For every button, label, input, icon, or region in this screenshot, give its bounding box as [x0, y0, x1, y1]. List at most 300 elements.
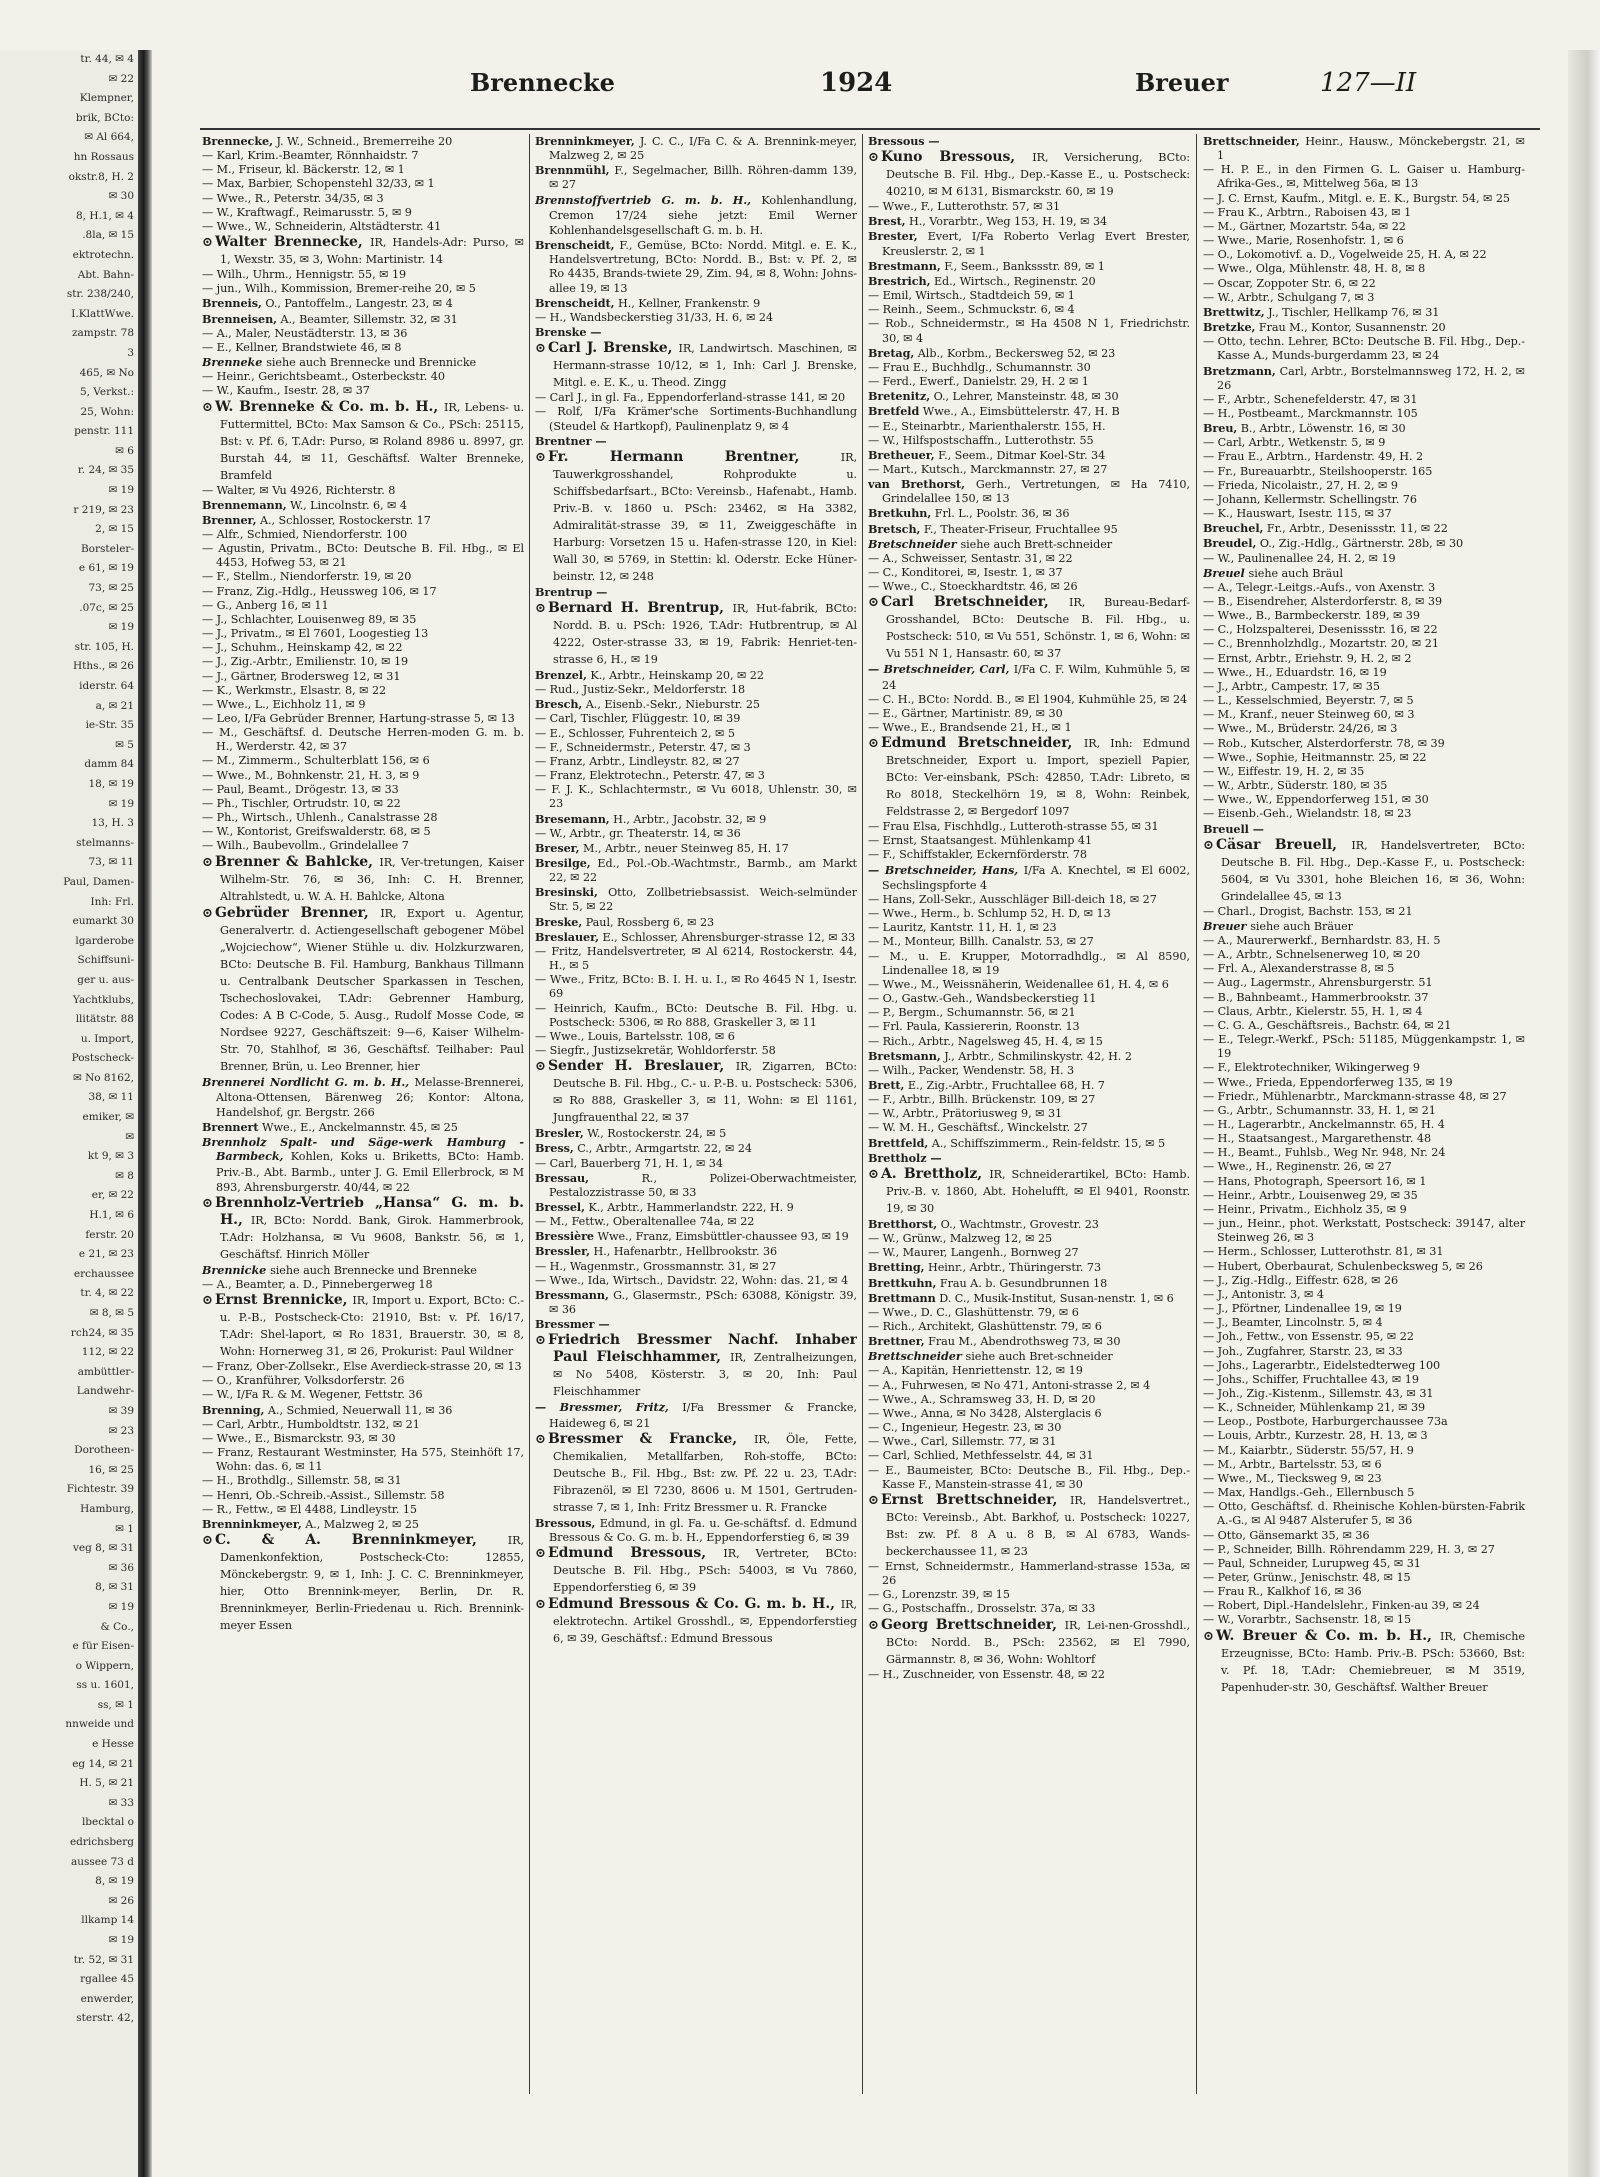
directory-entry [202, 839, 524, 853]
directory-entry [1203, 1274, 1525, 1288]
prev-page-line: e 61, ✉ 19 [78, 562, 134, 575]
entry-name: Bretkuhn, [868, 506, 932, 521]
entry-details: IR, Handels-Adr: Purso, ✉ 1, Wexstr. 35, ✉ 3, Wohn: Martinistr. 14 [220, 236, 524, 267]
firm-bullet-icon: ⊙ [868, 150, 879, 166]
directory-entry [1203, 1217, 1525, 1245]
directory-entry [202, 341, 524, 355]
directory-entry [868, 992, 1190, 1006]
entry-name: Brenzel, [535, 667, 587, 682]
firm-entry [202, 234, 524, 268]
directory-entry [1203, 1033, 1525, 1061]
entry-name: Bress, [535, 1141, 574, 1156]
directory-entry [535, 296, 857, 311]
directory-entry [1203, 905, 1525, 919]
directory-entry [202, 296, 524, 311]
entry-name: A. Brettholz, [881, 1165, 983, 1182]
entry-details: IR, Ver-tretungen, Kaiser Wilhelm-Str. 76, ✉ 36, Inh: C. H. Brenner, Altrahlstedt, u. W. A. H. Bahlcke, Altona [220, 855, 524, 903]
directory-entry [535, 841, 857, 856]
firm-entry [535, 600, 857, 668]
directory-entry [1203, 779, 1525, 793]
entry-details: — Wwe., M., Tiecksweg 9, ✉ 23 [1203, 1471, 1382, 1485]
directory-entry [868, 721, 1190, 735]
entry-details: — Wwe., Sophie, Heitmannstr. 25, ✉ 22 [1203, 750, 1427, 764]
entry-details: R., Polizei-Oberwachtmeister, Pestalozzistrasse 50, ✉ 33 [549, 1171, 857, 1199]
firm-entry [535, 1431, 857, 1516]
entry-details: IR, BCto: Nordd. Bank, Girok. Hammerbrook, T.Adr: Holzhansa, ✉ Vu 9608, Bankstr. 56, ✉ 1, Geschäftsf. Hinrich Möller [220, 1213, 524, 1261]
entry-details: — M., Arbtr., Bartelsstr. 53, ✉ 6 [1203, 1457, 1382, 1471]
directory-entry [202, 1418, 524, 1432]
directory-entry [1203, 581, 1525, 595]
directory-entry [868, 1260, 1190, 1275]
entry-details: — Hans, Zoll-Sekr., Ausschläger Bill-deich 18, ✉ 27 [868, 892, 1157, 906]
entry-details: K., Arbtr., Heinskamp 20, ✉ 22 [590, 668, 764, 682]
entry-details: E., Schlosser, Ahrensburger-strasse 12, ✉ 33 [602, 930, 856, 944]
entry-details: W., Rostockerstr. 24, ✉ 5 [587, 1127, 727, 1141]
entry-details: — Carl, Schlied, Methfesselstr. 44, ✉ 31 [868, 1449, 1094, 1463]
directory-entry [535, 1317, 857, 1332]
directory-entry [535, 668, 857, 683]
entry-name: Bretzke, [1203, 320, 1256, 335]
prev-page-line: .07c, ✉ 25 [79, 601, 134, 614]
entry-details: — W., Vorarbtr., Sachsenstr. 18, ✉ 15 [1203, 1613, 1412, 1627]
directory-entry [868, 1136, 1190, 1151]
directory-entry [868, 1232, 1190, 1246]
directory-entry [535, 311, 857, 325]
prev-page-line: Dorotheen- [74, 1444, 134, 1457]
directory-entry [868, 950, 1190, 978]
entry-name: — Bressmer, Fritz, [535, 1400, 669, 1415]
directory-entry [202, 613, 524, 627]
entry-details: — W., Maurer, Langenh., Bornweg 27 [868, 1246, 1079, 1260]
entry-details: B., Arbtr., Löwenstr. 16, ✉ 30 [1240, 422, 1406, 436]
prev-page-line: enwerder, [80, 1992, 134, 2005]
entry-name: Brestrich, [868, 273, 931, 288]
entry-details: — F., Schneidermstr., Peterstr. 47, ✉ 3 [535, 740, 751, 754]
directory-entry [868, 863, 1190, 893]
prev-page-line: ✉ 5 [115, 738, 134, 751]
prev-page-line: nnweide und [65, 1718, 134, 1731]
entry-details: — M., Kranf., neuer Steinweg 60, ✉ 3 [1203, 708, 1415, 722]
entry-details: IR, Damenkonfektion, Postscheck-Cto: 12855, Mönckebergstr. 9, ✉ 1, Inh: J. C. C. Brenninkmeyer, hier, Otto Brennink-meyer, Berlin, Dr. R. Brenninkmeyer, Berlin-Friedenau u. Rich. Brennink-meyer Essen [220, 1534, 524, 1632]
directory-entry [868, 434, 1190, 448]
entry-details: — Franz, Arbtr., Lindleystr. 82, ✉ 27 [535, 754, 740, 768]
directory-entry [868, 1078, 1190, 1093]
entry-details: C., Arbtr., Armgartstr. 22, ✉ 24 [577, 1142, 752, 1156]
prev-page-line: e Hesse [92, 1738, 134, 1751]
entry-details: — F., Arbtr., Billh. Brückenstr. 109, ✉ 27 [868, 1093, 1096, 1107]
entry-name: Bretsmann, [868, 1048, 941, 1063]
directory-entry [202, 670, 524, 684]
directory-entry [535, 712, 857, 726]
entry-name: Bressler, [535, 1244, 590, 1259]
entry-details: — A., Fuhrwesen, ✉ No 471, Antoni-strasse 2, ✉ 4 [868, 1378, 1151, 1392]
prev-page-line: ✉ 8, ✉ 5 [89, 1307, 134, 1319]
directory-entry [1203, 1359, 1525, 1373]
firm-bullet-icon: ⊙ [1203, 837, 1214, 853]
entry-details: Frau M., Abendrothsweg 73, ✉ 30 [928, 1335, 1121, 1349]
entry-details: — Wwe., Herm., b. Schlump 52, H. D, ✉ 13 [868, 907, 1111, 921]
prev-page-line: ✉ 22 [108, 72, 134, 85]
directory-entry [1203, 1146, 1525, 1160]
directory-entry [202, 268, 524, 282]
prev-page-line: 8, H.1, ✉ 4 [75, 209, 134, 222]
directory-entry [868, 848, 1190, 862]
entry-details: siehe auch Bret-schneider [965, 1350, 1113, 1364]
entry-details: — E., Telegr.-Werkf., PSch: 51185, Müggenkampstr. 1, ✉ 19 [1203, 1033, 1525, 1061]
directory-entry [535, 856, 857, 885]
entry-details: A., Eisenb.-Sekr., Nieburstr. 25 [585, 698, 760, 712]
prev-page-line: llkamp 14 [81, 1914, 134, 1927]
entry-details: — O., Gastw.-Geh., Wandsbeckerstieg 11 [868, 992, 1097, 1006]
prev-page-line: ✉ 36 [108, 1561, 134, 1574]
entry-details: — Friedr., Mühlenarbtr., Marckmann-strasse 48, ✉ 27 [1203, 1089, 1507, 1103]
firm-bullet-icon: ⊙ [1203, 1628, 1214, 1644]
entry-details: IR, Bureau-Bedarf-Grosshandel, BCto: Deutsche B. Fil. Hbg., u. Postscheck: 510, ✉ Vu 551, Schönstr. 1, ✉ 6, Wohn: ✉ Vu 551 N 1, Hansastr. 60, ✉ 37 [886, 596, 1190, 661]
entry-details: — P., Schneider, Billh. Röhrendamm 229, H. 3, ✉ 27 [1203, 1542, 1495, 1556]
entry-details: — A., Maler, Neustädterstr. 13, ✉ 36 [202, 326, 408, 340]
book-gutter [138, 50, 152, 2177]
entry-details: IR, Inh: Edmund Bretschneider, Export u. Import, speziell Papier, BCto: Ver-einsbank, PSch: 42850, T.Adr: Libreto, ✉ Ro 8018, Steckelhörn 19, ✉ 8, Wohn: Reinbek, Feldstrasse 2, ✉ Bergedorf 1097 [886, 737, 1190, 819]
entry-details: — Siegfr., Justizsekretär, Wohldorferstr. 58 [535, 1044, 776, 1058]
prev-page-line: kt 9, ✉ 3 [87, 1150, 134, 1163]
entry-details: — Agustin, Privatm., BCto: Deutsche B. Fil. Hbg., ✉ El 4453, Hofweg 53, ✉ 21 [202, 542, 524, 570]
prev-page-line: ferstr. 20 [85, 1228, 134, 1241]
entry-details: — F. J. K., Schlachtermstr., ✉ Vu 6018, Uhlenstr. 30, ✉ 23 [535, 783, 857, 811]
prev-page-line: ✉ 1 [115, 1522, 134, 1535]
entry-name: Bressau, [535, 1170, 589, 1185]
directory-entry [202, 1388, 524, 1402]
directory-entry [535, 1126, 857, 1141]
prev-page-line: aussee 73 d [71, 1855, 134, 1868]
entry-name: Bresinski, [535, 885, 598, 900]
directory-entry [1203, 248, 1525, 262]
entry-details: — Frl. Paula, Kassiererin, Roonstr. 13 [868, 1020, 1080, 1034]
directory-entry [1203, 1260, 1525, 1274]
directory-entry [1203, 680, 1525, 694]
entry-details: — E., Steinarbtr., Marienthalerstr. 155, H. [868, 419, 1106, 433]
firm-entry [868, 1166, 1190, 1217]
directory-entry [1203, 305, 1525, 320]
entry-details: IR, Tauwerkgrosshandel, Rohprodukte u. Schiffsbedarfsart., BCto: Vereinsb., Hafenabt., Hamb. Priv.-B. v. 1860 u. PSch: 23462, ✉ Ha 3382, Admiralität-strasse 39, ✉ 11, Zweiggeschäfte in Harburg: Vorsetzen 15 u. Hafen-strasse 120, in Kiel: Wall 30, ✉ 5769, in Stettin: kl. Oderstr. Ecke Hüner-beinstr. 12, ✉ 248 [553, 450, 857, 583]
directory-entry [1203, 1175, 1525, 1189]
prev-page-line: Inh: Frl. [90, 895, 134, 908]
prev-page-line: Hamburg, [80, 1502, 134, 1515]
directory-entry [868, 229, 1190, 258]
prev-page-line: sterstr. 42, [76, 2012, 134, 2025]
directory-entry [868, 820, 1190, 834]
entry-details: Edmund, in gl. Fa. u. Ge-schäftsf. d. Edmund Bressous & Co. G. m. b. H., Eppendorferstieg 6, ✉ 39 [549, 1516, 857, 1544]
entry-details: — Wwe., H., Eduardstr. 16, ✉ 19 [1203, 665, 1387, 679]
entry-name: Bretzmann, [1203, 363, 1276, 378]
entry-details: — Fr., Bureauarbtr., Steilshooperstr. 165 [1203, 464, 1433, 478]
entry-details: — Wwe., Louis, Bartelsstr. 108, ✉ 6 [535, 1029, 735, 1043]
entry-details: — M., Friseur, kl. Bäckerstr. 12, ✉ 1 [202, 163, 405, 177]
entry-details: — M., u. E. Krupper, Motorradhdlg., ✉ Al 8590, Lindenallee 18, ✉ 19 [868, 949, 1190, 977]
entry-details: — J., Pförtner, Lindenallee 19, ✉ 19 [1203, 1302, 1402, 1316]
entry-details: Heinr., Arbtr., Thüringerstr. 73 [927, 1261, 1102, 1275]
directory-entry [202, 754, 524, 768]
directory-entry [868, 1449, 1190, 1463]
entry-details: IR, elektrotechn. Artikel Grosshdl., ✉, Eppendorferstieg 6, ✉ 39, Geschäftsf.: Edmund Bressous [553, 1598, 857, 1645]
directory-entry [868, 1435, 1190, 1449]
entry-name: Breu, [1203, 421, 1238, 436]
entry-name: W. Breuer & Co. m. b. H., [1216, 1627, 1432, 1644]
directory-entry [868, 214, 1190, 229]
prev-page-line: .8la, ✉ 15 [82, 229, 134, 242]
entry-details: Frl. L., Poolstr. 36, ✉ 36 [934, 507, 1070, 521]
prev-page-line: Landwehr- [76, 1385, 134, 1398]
prev-page-line: eumarkt 30 [72, 915, 134, 928]
entry-name: Brettkuhn, [868, 1275, 937, 1290]
directory-entry [535, 434, 857, 449]
header-left-keyword: Brennecke [470, 68, 615, 97]
entry-name: Brenneis, [202, 296, 262, 311]
entry-details: — Carl, Arbtr., Wetkenstr. 5, ✉ 9 [1203, 436, 1386, 450]
firm-bullet-icon: ⊙ [868, 595, 879, 611]
header-right-keyword: Breuer [1135, 68, 1229, 97]
directory-entry [202, 1503, 524, 1517]
directory-entry [202, 528, 524, 542]
firm-bullet-icon: ⊙ [202, 399, 213, 415]
entry-name: Sender H. Breslauer, [548, 1058, 725, 1075]
directory-entry [1203, 1429, 1525, 1443]
entry-details: — Wwe., Fritz, BCto: B. I. H. u. I., ✉ Ro 4645 N 1, Isestr. 69 [535, 973, 857, 1001]
directory-entry [1203, 1585, 1525, 1599]
prev-page-line: edrichsberg [69, 1836, 134, 1849]
entry-details: siehe auch Bräuer [1250, 919, 1353, 933]
entry-details: — Eisenb.-Geh., Wielandstr. 18, ✉ 23 [1203, 807, 1412, 821]
entry-name: — Bretschneider, Hans, [868, 862, 1019, 877]
entry-details: — Otto, Gänsemarkt 35, ✉ 36 [1203, 1528, 1370, 1542]
entry-details: IR, Landwirtsch. Maschinen, ✉ Hermann-strasse 10/12, ✉ 1, Inh: Carl J. Brenske, Mitgl. e. E. K., u. Theod. Zingg [553, 342, 857, 390]
entry-details: — W., Grünw., Malzweg 12, ✉ 25 [868, 1232, 1053, 1246]
prev-page-line: rgallee 45 [80, 1973, 134, 1986]
directory-entry [868, 506, 1190, 521]
entry-details: — H. P. E., in den Firmen G. L. Gaiser u. Hamburg-Afrika-Ges., ✉, Mittelweg 56a, ✉ 13 [1203, 163, 1525, 191]
directory-entry [1203, 1486, 1525, 1500]
directory-entry [1203, 737, 1525, 751]
entry-details: — F., Stellm., Niendorferstr. 19, ✉ 20 [202, 570, 412, 584]
prev-page-line: 16, ✉ 25 [88, 1463, 134, 1476]
directory-entry [868, 1291, 1190, 1306]
directory-entry [1203, 934, 1525, 948]
directory-entry [868, 834, 1190, 848]
entry-details: A., Beamter, Sillemstr. 32, ✉ 31 [280, 312, 458, 326]
directory-entry [868, 463, 1190, 477]
directory-entry [1203, 637, 1525, 651]
directory-entry [1203, 807, 1525, 821]
prev-page-line: ektrotechn. [72, 248, 134, 261]
entry-details: Heinr., Hausw., Mönckebergstr. 21, ✉ 1 [1217, 135, 1525, 163]
prev-page-line: 18, ✉ 19 [88, 777, 134, 790]
directory-entry [202, 599, 524, 613]
directory-entry [868, 566, 1190, 580]
entry-name: Bretheuer, [868, 447, 935, 462]
entry-name: Breske, [535, 914, 583, 929]
directory-entry [1203, 1557, 1525, 1571]
directory-entry [535, 134, 857, 163]
entry-details: Frau M., Kontor, Susannenstr. 20 [1258, 321, 1446, 335]
prev-page-line: hn Rossaus [73, 150, 134, 163]
directory-entry [202, 1120, 524, 1135]
directory-entry [1203, 1415, 1525, 1429]
firm-entry [868, 1617, 1190, 1668]
directory-entry [535, 1229, 857, 1244]
prev-page-line: rch24, ✉ 35 [70, 1326, 134, 1339]
directory-entry [1203, 206, 1525, 220]
directory-entry [868, 389, 1190, 404]
prev-page-line: ss, ✉ 1 [97, 1698, 134, 1711]
entry-details: — F., Elektrotechniker, Wikingerweg 9 [1203, 1061, 1420, 1075]
firm-bullet-icon: ⊙ [535, 1431, 546, 1447]
entry-details: IR, Versicherung, BCto: Deutsche B. Fil. Hbg., Dep.-Kasse E., u. Postscheck: 40210, ✉ M 6131, Bismarckstr. 60, ✉ 19 [886, 151, 1190, 199]
firm-bullet-icon: ⊙ [202, 905, 213, 921]
entry-details: O., Lehrer, Mansteinstr. 48, ✉ 30 [933, 390, 1119, 404]
directory-entry [202, 811, 524, 825]
directory-entry [868, 1320, 1190, 1334]
entry-name: — Bretschneider, Carl, [868, 662, 1010, 677]
entry-name: Bretfeld [868, 404, 920, 419]
entry-details: Ed., Wirtsch., Reginenstr. 20 [933, 274, 1096, 288]
entry-details: — B., Eisendreher, Alsterdorferstr. 8, ✉ 39 [1203, 595, 1443, 608]
directory-entry [202, 825, 524, 839]
entry-details: — Carl, Bauerberg 71, H. 1, ✉ 34 [535, 1156, 723, 1170]
firm-bullet-icon: ⊙ [868, 1492, 879, 1508]
entry-details: — Franz, Ober-Zollsekr., Else Averdieck-strasse 20, ✉ 13 [202, 1360, 522, 1374]
directory-entry [868, 1246, 1190, 1260]
firm-entry [535, 1332, 857, 1400]
entry-details: — H., Staatsangest., Margarethenstr. 48 [1203, 1132, 1432, 1146]
entry-details: IR, Handelsvertret., BCto: Vereinsb., Abt. Barkhof, u. Postscheck: 10227, Bst: zw. Pf. 8 A u. 8 B, ✉ Al 6783, Wands-beckerchaussee 11, ✉ 23 [886, 1493, 1190, 1558]
prev-page-line: Borsteler- [80, 542, 134, 555]
column-1 [202, 134, 524, 2094]
directory-entry [535, 405, 857, 433]
entry-name: Bressel, [535, 1199, 585, 1214]
entry-details: K., Arbtr., Hammerlandstr. 222, H. 9 [588, 1200, 794, 1214]
entry-details: J. C. C., I/Fa C. & A. Brennink-meyer, Malzweg 2, ✉ 25 [549, 135, 857, 163]
firm-entry [202, 1292, 524, 1360]
entry-details: — Ernst, Staatsangest. Mühlenkamp 41 [868, 834, 1093, 848]
entry-details: — Frau E., Arbtrn., Hardenstr. 49, H. 2 [1203, 450, 1424, 464]
directory-entry [535, 741, 857, 755]
directory-entry [1203, 364, 1525, 393]
entry-details: — H., Beamt., Fuhlsb., Weg Nr. 948, Nr. 24 [1203, 1146, 1446, 1160]
entry-details: — G., Lorenzstr. 39, ✉ 15 [868, 1588, 1010, 1602]
prev-page-line: 465, ✉ No [79, 366, 134, 379]
firm-bullet-icon: ⊙ [535, 1597, 546, 1612]
directory-entry [868, 303, 1190, 317]
prev-page-line: 8, ✉ 31 [95, 1581, 134, 1594]
prev-page-line: str. 105, H. [74, 640, 134, 653]
entry-name: Brenscheidt, [535, 295, 615, 310]
entry-name: Brest, [868, 214, 906, 229]
directory-entry [868, 1107, 1190, 1121]
firm-entry [1203, 837, 1525, 905]
entry-details: — F., Arbtr., Schenefelderstr. 47, ✉ 31 [1203, 392, 1418, 406]
entry-details: — Wwe., W., Eppendorferweg 151, ✉ 30 [1203, 793, 1429, 807]
firm-bullet-icon: ⊙ [868, 1617, 879, 1633]
entry-details: A., Schlosser, Rostockerstr. 17 [259, 513, 431, 527]
entry-details: Kohlen, Koks u. Briketts, BCto: Hamb. Priv.-B., Abt. Barmb., unter J. G. Emil Ellerbrock, ✉ M 893, Ahrensburgerstr. 40/44, ✉ 22 [216, 1150, 524, 1194]
entry-details: — Leo, I/Fa Gebrüder Brenner, Hartung-strasse 5, ✉ 13 [202, 712, 515, 725]
entry-details: — Johs., Lagerarbtr., Eidelstedterweg 100 [1203, 1358, 1441, 1372]
entry-details: — W., Arbtr., Süderstr. 180, ✉ 35 [1203, 779, 1388, 793]
entry-name: Brettholz — [868, 1150, 942, 1165]
directory-entry [868, 1393, 1190, 1407]
directory-entry [535, 945, 857, 973]
prev-page-line: I.KlattWwe. [71, 307, 134, 320]
entry-details: — J., Antonistr. 3, ✉ 4 [1203, 1287, 1324, 1301]
directory-entry [535, 238, 857, 296]
directory-entry [535, 930, 857, 945]
prev-page-line: ie-Str. 35 [85, 719, 134, 732]
entry-details: — Joh., Zugfahrer, Starstr. 23, ✉ 33 [1203, 1344, 1403, 1358]
entry-details: Alb., Korbm., Beckersweg 52, ✉ 23 [917, 346, 1116, 360]
column-rule [862, 134, 863, 2094]
directory-entry [868, 274, 1190, 289]
page-edge [1568, 50, 1600, 2177]
entry-details: — J., Beamter, Lincolnstr. 5, ✉ 4 [1203, 1316, 1383, 1330]
entry-details: — Frau K., Arbtrn., Raboisen 43, ✉ 1 [1203, 205, 1412, 219]
directory-entry [202, 327, 524, 341]
directory-entry [868, 1093, 1190, 1107]
prev-page-line: 38, ✉ 11 [88, 1091, 134, 1104]
entry-details: — W., Kontorist, Greifswalderstr. 68, ✉ 5 [202, 825, 431, 839]
prev-page-line: Paul, Damen- [63, 875, 134, 888]
entry-name: Georg Brettschneider, [881, 1616, 1057, 1633]
directory-entry [202, 312, 524, 327]
entry-details: — H., Wandsbeckerstieg 31/33, H. 6, ✉ 24 [535, 310, 774, 324]
entry-details: — Leop., Postbote, Harburgerchaussee 73a [1203, 1415, 1448, 1429]
directory-entry [868, 1121, 1190, 1135]
directory-entry [1203, 192, 1525, 206]
directory-entry [868, 921, 1190, 935]
directory-entry [868, 1151, 1190, 1166]
entry-name: Brenneke [202, 355, 263, 370]
prev-page-line: ger u. aus- [77, 973, 134, 986]
entry-details: — H., Wagenmstr., Grossmannstr. 31, ✉ 27 [535, 1259, 777, 1273]
firm-entry [868, 594, 1190, 662]
entry-name: Bressous — [868, 134, 940, 148]
directory-entry [1203, 507, 1525, 521]
entry-details: I/Fa A. Knechtel, ✉ El 6002, Sechslingspforte 4 [882, 863, 1190, 892]
directory-entry [202, 783, 524, 797]
prev-page-line: e 21, ✉ 23 [78, 1248, 134, 1261]
directory-entry [535, 1171, 857, 1200]
entry-details: — Paul, Beamt., Drögestr. 13, ✉ 33 [202, 782, 399, 796]
entry-name: Bernard H. Brentrup, [548, 599, 724, 616]
entry-details: Wwe., Franz, Eimsbüttler-chaussee 93, ✉ 19 [597, 1230, 849, 1244]
entry-details: F., Theater-Friseur, Fruchtallee 95 [923, 522, 1118, 536]
entry-name: C. & A. Brenninkmeyer, [215, 1532, 477, 1548]
entry-details: — C., Konditorei, ✉, Isestr. 1, ✉ 37 [868, 566, 1063, 580]
prev-page-line: ✉ [125, 1130, 134, 1143]
directory-entry [535, 585, 857, 600]
prev-page-line: e für Eisen- [72, 1640, 134, 1653]
entry-name: Edmund Bretschneider, [881, 735, 1073, 752]
entry-details: siehe auch Brennecke und Brenneke [270, 1263, 477, 1277]
entry-details: — M., Geschäftsf. d. Deutsche Herren-moden G. m. b. H., Werderstr. 42, ✉ 37 [202, 726, 524, 754]
entry-details: — E., Kellner, Brandstwiete 46, ✉ 8 [202, 340, 402, 354]
directory-entry [1203, 134, 1525, 163]
entry-details: — Johann, Kellermstr. Schellingstr. 76 [1203, 492, 1417, 506]
entry-name: Bretthorst, [868, 1216, 938, 1231]
directory-entry [1203, 1500, 1525, 1528]
entry-details: — Wwe., A., Schramsweg 33, H. D, ✉ 20 [868, 1392, 1096, 1406]
entry-name: Bressière [535, 1229, 594, 1244]
entry-name: Brenske — [535, 325, 602, 340]
entry-details: Melasse-Brennerei, Altona-Ottensen, Bärenweg 26; Kontor: Altona, Handelshof, gr. Bergstr. 266 [216, 1075, 524, 1119]
